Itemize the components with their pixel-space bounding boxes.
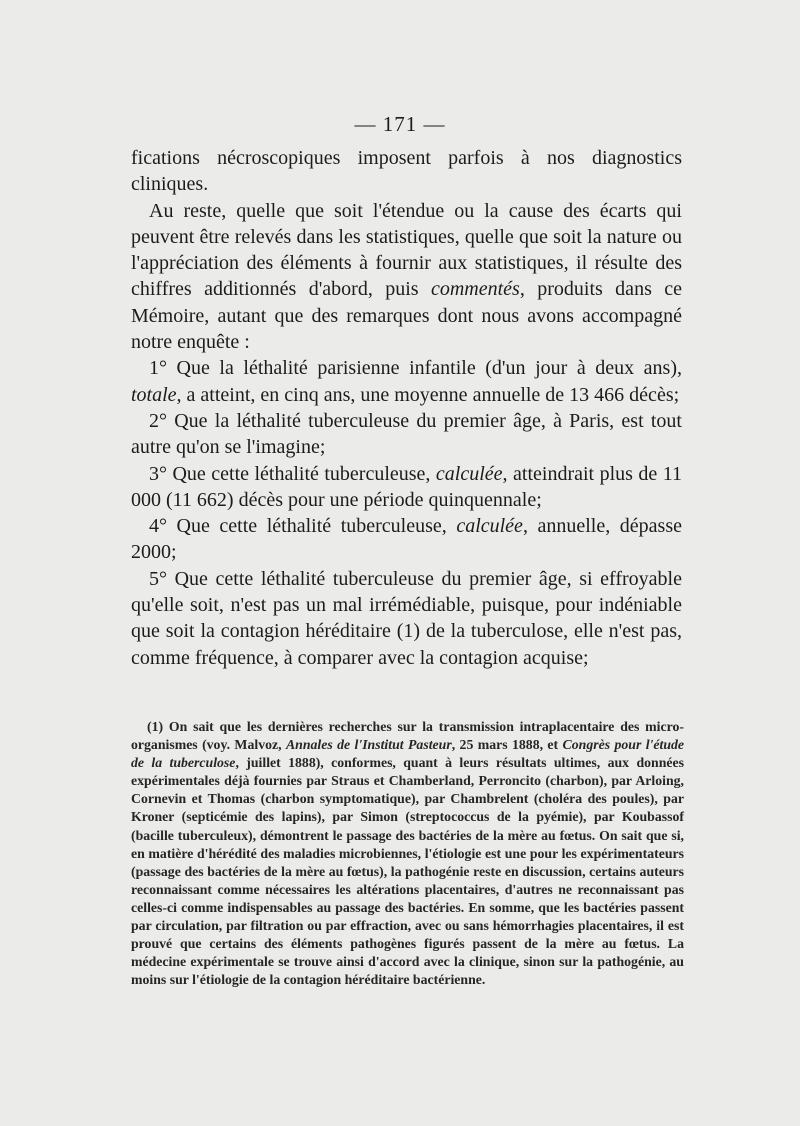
conclusion-item-2: 2° Que la léthalité tuberculeuse du premier âge, à Paris, est tout autre qu'on se l'imagine; (131, 409, 682, 459)
text-run: 1° Que la léthalité parisienne infantile (d'un jour à deux ans), (149, 357, 682, 380)
emphasis: Congrès pour l'étude de la tuberculose (131, 737, 685, 771)
paragraph-summary (131, 198, 682, 356)
text-run: (1) On sait que les dernières recherches sur la transmission intraplacentaire des micro-organismes (voy. Malvoz, (131, 719, 684, 753)
conclusion-item-4 (131, 513, 682, 566)
emphasis: calculée (435, 462, 503, 485)
text-run: 3° Que cette léthalité tuberculeuse, (149, 462, 436, 485)
footnote (131, 718, 684, 989)
text-run: 4° Que cette léthalité tuberculeuse, (149, 515, 457, 538)
text-run: , atteindrait plus de 11 000 (11 662) décès pour une période quinquennale; (131, 462, 682, 511)
emphasis: calculée (456, 515, 523, 538)
text-run: a atteint, en cinq ans, une moyenne annuelle de 13 466 décès; (181, 383, 680, 406)
paragraph-continuation: fications nécroscopiques imposent parfois à nos diagnostics cliniques. (131, 147, 682, 196)
text-run: , annuelle, dépasse 2000; (131, 515, 682, 564)
emphasis: Annales de l'Institut Pasteur (285, 737, 452, 753)
conclusion-item-5: 5° Que cette léthalité tuberculeuse du premier âge, si effroyable qu'elle soit, n'est pas un mal irrémédiable, puisque, pour indéniable que soit la contagion héréditaire (1) de la tuberculose, elle n'est pas, comme fréquence, à comparer avec la contagion acquise; (131, 567, 682, 669)
text-run: Au reste, quelle que soit l'étendue ou la cause des écarts qui peuvent être relevés dans les statistiques, quelle que soit la nature ou l'appréciation des éléments à fournir aux statistiques, il résulte des chiffres additionnés d'abord, puis (131, 199, 682, 301)
conclusion-item-1 (131, 355, 682, 408)
text-run: , produits dans ce Mémoire, autant que des remarques dont nous avons accompagné notre enquête : (131, 278, 682, 354)
text-run: , juillet 1888), conformes, quant à leurs résultats ultimes, aux données expérimentales déjà fournies par Straus et Chamberland, Perroncito (charbon), par Arloing, Cornevin et Thomas (charbon symptomatique), par Chambrelent (choléra des poules), par Kroner (septicémie des lapins), par Simon (streptococcus de la pyémie), par Koubassof (bacille tuberculeux), démontrent le passage des bactéries de la mère au fœtus. On sait que si, en matière d'hérédité des maladies microbiennes, l'étiologie est une pour les expérimentateurs (passage des bactéries de la mère au fœtus), la pathogénie reste en discussion, certains auteurs reconnaissant comme nécessaires les altérations placentaires, d'autres ne reconnaissant pas celles-ci comme indispensables au passage des bactéries. En somme, que les bactéries passent par circulation, par filtration ou par effraction, avec ou sans hémorrhagies placentaires, il est prouvé que certains des éléments pathogènes figurés passent de la mère au fœtus. La médecine expérimentale se trouve ainsi d'accord avec la clinique, sinon sur la pathogénie, au moins sur l'étiologie de la contagion héréditaire bactérienne. (131, 755, 684, 988)
text-run: , 25 mars 1888, et (451, 737, 563, 753)
emphasis: totale, (131, 383, 182, 406)
footnote-text (131, 718, 684, 989)
page-number: — 171 — (354, 112, 446, 136)
body-text (131, 145, 682, 671)
emphasis: commentés (430, 278, 520, 301)
conclusion-item-3 (131, 461, 682, 514)
